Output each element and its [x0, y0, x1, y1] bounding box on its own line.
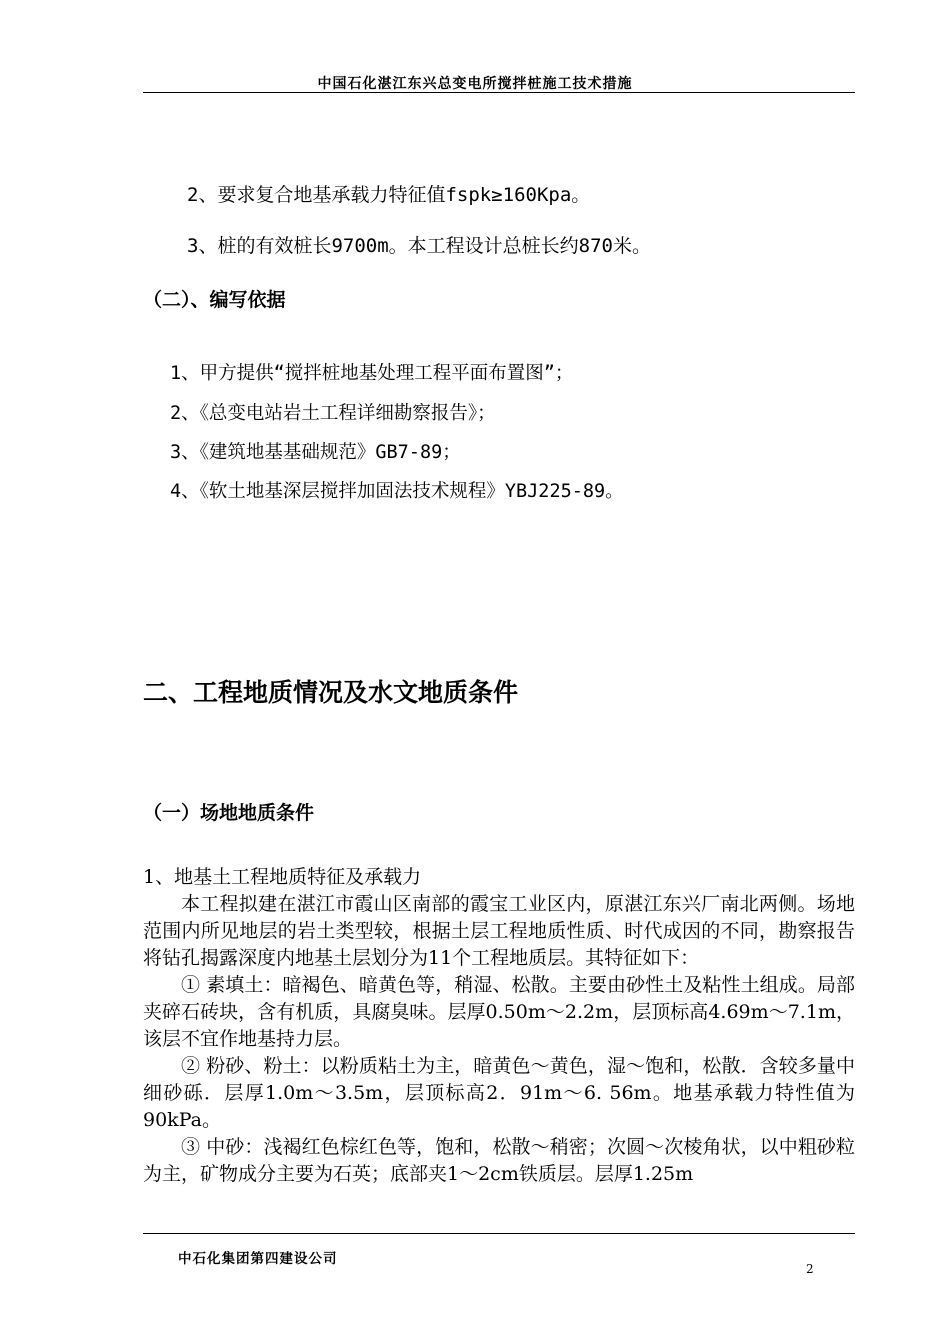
basis-item-4: 4、《软土地基深层搅拌加固法技术规程》YBJ225-89。: [170, 481, 624, 502]
basis-item-2: 2、《总变电站岩土工程详细勘察报告》；: [170, 403, 496, 424]
site-geology-body: [143, 864, 855, 1188]
site-paragraph-layer-2: ② 粉砂、粉土：以粉质粘土为主，暗黄色～黄色，湿～饱和，松散．含较多量中细砂砾．层厚1.0m～3.5m，层顶标高2．91m～6. 56m。地基承载力特性值为90kPa。: [143, 1055, 855, 1131]
site-subheading: 1、地基土工程地质特征及承载力: [143, 866, 422, 888]
header-title: 中国石化湛江东兴总变电所搅拌桩施工技术措施: [317, 76, 633, 92]
section-heading-basis: （二）、编写依据: [143, 289, 286, 311]
site-paragraph-layer-3: ③ 中砂：浅褐红色棕红色等，饱和，松散～稍密；次圆～次棱角状，以中粗砂粒为主，矿物成分主要为石英；底部夹1～2cm铁质层。层厚1.25m: [143, 1136, 855, 1185]
requirement-item-3: 3、桩的有效桩长9700m。本工程设计总桩长约870米。: [187, 235, 651, 257]
basis-item-3: 3、《建筑地基基础规范》GB7-89；: [170, 442, 461, 463]
basis-item-1: 1、甲方提供“搅拌桩地基处理工程平面布置图”；: [170, 363, 574, 384]
footer-company: 中石化集团第四建设公司: [178, 1251, 338, 1267]
page-number: 2: [806, 1262, 814, 1276]
chapter-title: 二、工程地质情况及水文地质条件: [143, 678, 519, 707]
section-heading-site: （一）场地地质条件: [143, 802, 315, 824]
requirement-item-2: 2、要求复合地基承载力特征值fspk≥160Kpa。: [187, 184, 591, 206]
header-divider: [143, 92, 855, 93]
site-paragraph-layer-1: ① 素填土：暗褐色、暗黄色等，稍湿、松散。主要由砂性土及粘性土组成。局部夹碎石砖块，含有机质，具腐臭味。层厚0.50m～2.2m，层顶标高4.69m～7.1m，该层不宜作地基持力层。: [143, 974, 855, 1050]
footer-divider: [143, 1233, 855, 1234]
site-paragraph-intro: 本工程拟建在湛江市霞山区南部的霞宝工业区内，原湛江东兴厂南北两侧。场地范围内所见地层的岩土类型较，根据土层工程地质性质、时代成因的不同，勘察报告将钻孔揭露深度内地基土层划分为11个工程地质层。其特征如下：: [143, 893, 855, 969]
